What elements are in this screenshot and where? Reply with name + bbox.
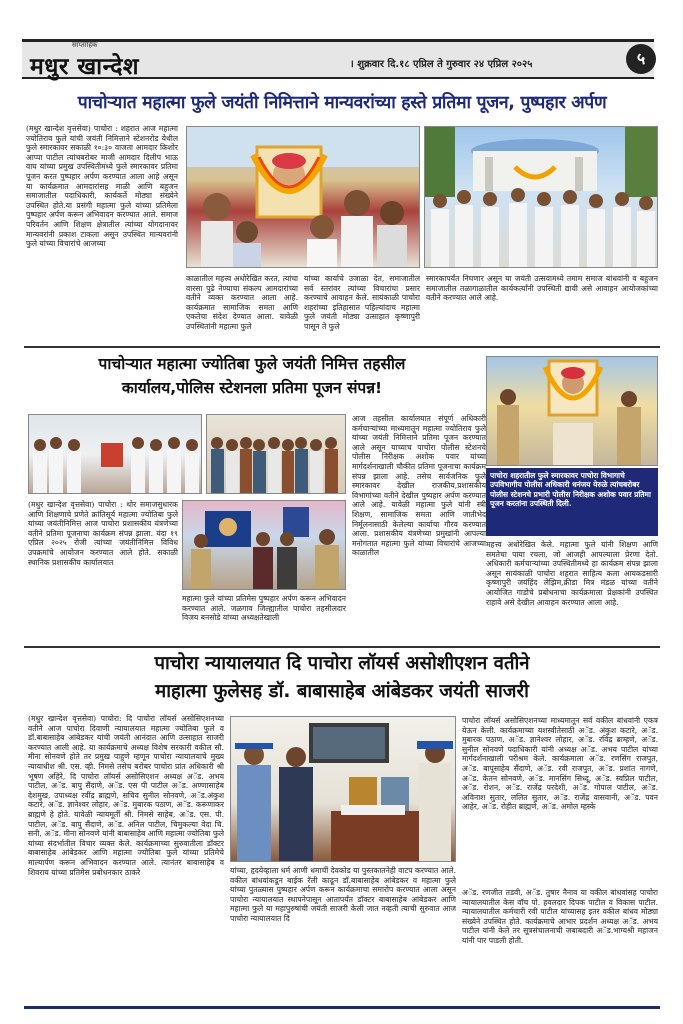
page-number: ५	[636, 49, 646, 68]
story2-photo-tehsil-group	[28, 414, 202, 494]
masthead-kicker: साप्ताहिक	[72, 41, 98, 49]
story3-col2: पाचोरा लॉयर्स असोसिएशनच्या माध्यमातून सर्व वकील बांधवांनी एकत्र येऊन केली. कार्यक्रमाच्या यशस्वीतेसाठी अॅड. अंकुश कटारे, अॅड. मुबारक पठाण, अॅड. ज्ञानेश्वर लोहार, अॅड. रविंद्र ब्राम्हणे, अॅड. सुनील सोनवणे पदाधिकारी यांनी अध्यक्ष अॅड. अभय पाटील यांच्या मार्गदर्शनाखाली परीश्रम केले. कार्यक्रमाला अॅड. रणसिंग राजपुत, अॅड. बापूसाहेब सैंदाणे, अॅड. रवी राजपुत, अॅड. प्रशांत नागणे, अॅड. केतन सोनवणे, अॅड. मानसिंग सिध्दू, अॅड. स्वप्निल पाटील, अॅड. रोशन, अॅड. राजेंद्र परदेशी, अॅड. गोपाल पाटील, अॅड. अविनाश सुतार, ललित सुतार, अॅड. राजेंद्र वासवानी, अॅड. पवन आहेर, अॅड. रोहीत ब्राह्मणे, अॅड. अमोल म्हस्के	[462, 716, 658, 812]
story1-photo-monument-group	[424, 126, 658, 268]
monument-scene-art	[425, 127, 658, 268]
court-event-art	[231, 717, 456, 862]
garlanding-scene-art	[187, 127, 420, 268]
story2-photo-caption-mid: महात्मा फुले यांच्या प्रतिमेस पुष्पहार अर्पण करून अभिवादन करण्यात आले. जळगाव जिल्ह्यातील पाचोरा तहसीलदार विजय बनसोडे यांच्या अध्यक्षतेखाली	[182, 594, 346, 623]
story2-col2: आज तहसील कार्यालयात संपूर्ण अधिकारी कर्मचाऱ्यांच्या माध्यमातून महात्मा ज्योतिराव फुले यांच्या जयंती निमित्ताने प्रतिमा पूजन करण्यात आले असून याच्याच पाचोरा पोलीस स्टेशनचे पोलीस निरीक्षक अशोक पवार यांच्या मार्गदर्शनाखाली चौकीत प्रतिमा पूजनाचा कार्यक्रम संपन्न झाला आहे. तसेच सार्वजनिक फुले स्मारकावर देखील राजकीय,प्रशासकीय विभागांच्या वतीने देखील पुष्पहार अर्पण करण्यात आले आहे. यावेळी महात्मा फुले यांनी स्त्री शिक्षण, सामाजिक समता आणि जातीभेद निर्मूलनासाठी केलेल्या कार्याचा गौरव करण्यात आला. प्रशासकीय यंत्रणेच्या प्रमुखांनी आपल्या मनोगतात महात्मा फुले यांच्या विचारांचे आजच्या काळातील	[352, 414, 486, 558]
story1-headline: पाचोऱ्यात महात्मा फुले जयंती निमित्ताने मान्यवरांच्या हस्ते प्रतिमा पूजन, पुष्पहार अर्पण	[77, 93, 607, 113]
page-number-badge	[626, 44, 656, 74]
story2-photo-caption-right: पाचोरा शहरातील फुले स्मारकावर पाचोरा विभागाचे उपविभागीय पोलीस अधिकारी धनंजय येरुळे त्यांचबरोबर पोलीस स्टेशनचे प्रभारी पोलीस निरीक्षक अशोक पवार प्रतिमा पूजन करतांना उपस्थिती दिली.	[490, 471, 651, 509]
story3-col1: (मधुर खान्देश वृत्तसेवा) पाचोरा: दि पाचोरा लॉयर्स असोसिएशनच्या वतीने आज पाचोरा दिवाणी न्यायालयात महात्मा ज्योतिबा फुले व डॉ.बाबासाहेब आंबेडकर यांची जयंती आनंदात आणि उत्साहात साजरी करण्यात आली आहे. या कार्यक्रमाचे अध्यक्ष विशेष सरकारी वकील सौ. मीना सोनवणे होते तर प्रमुख पाहुणे म्हणून पाचोरा न्यायालयाचे मुख्य न्यायाधीश श्री. एस. व्ही. निमसे तसेच बरोबर पाचोरा प्रांत अधिकारी श्री भूषण अहिरे, दि पाचोरा लॉयर्स असोसिएशन अध्यक्ष अॅड. अभय पाटील, अॅड. बापु सैंदाणे, अॅड. एस पी पाटील अॅड. अण्णासाहेब देशमुख, उपाध्यक्ष रवींद्र ब्राह्मणे, सचिव सुनील सोनवणे, अॅड.अंकुश कटारे, अॅड. ज्ञानेश्वर लोहार, अॅड. मुबारक पठाण, अॅड. करूणाकर ब्राह्मणे हे होते. यावेळी न्यायमूर्ती श्री. निमसे साहेब, अॅड. एस. पी. पाटील, अॅड. बापु सैंदाणे, अॅड. अनिल पाटील, चिमुकल्या वेदा चि. सनी, अॅड. मीना सोनवणे यांनी बाबासाहेब आणि महात्मा ज्योतिबा फुले यांच्या संदर्भातील विचार व्यक्त केले. कार्यक्रमाच्या सुरुवातीला डॉक्टर बाबासाहेब आंबेडकर आणि महात्मा ज्योतिबा फुले यांच्या प्रतिमेचे माल्यार्पण करून अभिवादन करण्यात आले. त्यानंतर बाबासाहेब व शिवराय यांच्या प्रतिमेस प्रबोधनकार ठाकरे	[28, 714, 224, 877]
story2-photo-police-monument	[486, 356, 658, 466]
story1-col4: स्मारकापर्यंत निघणार असून या जयंती उत्सवामध्ये तमाम समाज बांधवांनी व बहुजन समाजातील तळागाळातील कार्यकर्त्यांनी उपस्थिती द्यावी असे आवाहन आयोजकांच्या वतीने करण्यात आले आहे.	[426, 274, 658, 303]
story1-photo-garlanding	[186, 126, 420, 268]
divider-2	[24, 646, 660, 648]
story2-photo-police-station	[182, 500, 346, 590]
police-monument-art	[487, 357, 658, 466]
story2-photo-staff-group	[206, 414, 346, 494]
story2-photo-caption-right-box	[486, 468, 658, 536]
police-station-art	[183, 501, 346, 590]
story1-col3: यांच्या कार्याचे उजाळा देत, समाजातील सर्व स्तरांवर त्यांच्या विचारांचा प्रसार करण्याचे आवाहन केले. सायंकाळी पाचोरा शहरांच्या इतिहासात पहिल्यांदाच महात्मा फुले जयंती मोठ्या उत्साहात कृष्णापुरी पासून ते फुले	[304, 274, 420, 331]
bottom-rule	[24, 1006, 660, 1009]
tehsil-group-art	[29, 415, 202, 494]
story3-headline-line2: माहात्मा फुलेसह डॉ. बाबासाहेब आंबेडकर जयंती साजरी	[155, 681, 529, 702]
divider-1	[24, 346, 660, 348]
story1-col2: काळातील महत्त्व अधोरेखित करत, त्यांचा वारसा पुढे नेण्याचा संकल्प आमदारांच्या वतीने व्यक्त करण्यात आला आहे. कार्यक्रमात सामाजिक समता आणि एकतेचा संदेश देण्यात आला. यावेळी उपस्थितांनी महात्मा फुले	[186, 274, 298, 331]
story3-photo-court-event	[230, 716, 456, 862]
masthead-dateline: । शुक्रवार दि.१८ एप्रिल ते गुरुवार २४ एप्रिल २०२५	[350, 59, 533, 70]
story1-col1: (मधुर खान्देश वृत्तसेवा) पाचोरा : शहरात आज महात्मा ज्योतिराव फुले यांची जयंती निमित्ताने स्टेशनरोड येथील फुले स्मारकावर सकाळी १०:३० वाजता आमदार किशोर आप्पा पाटील त्यांचबरोबर माजी आमदार दिलीप भाऊ वाघ यांच्या प्रमुख उपस्थितीमध्ये फुले स्मारकावर प्रतिमा पूजन करत पुष्पहार अर्पण करण्यात आला आहे असून या कार्यक्रमात आमदारांसह माळी आणि बहुजन समाजातील पदाधिकारी, कार्यकर्ते मोठ्या संख्येने उपस्थित होते.या प्रसंगी महात्मा फुले यांच्या प्रतिमेला पुष्पहार अर्पण करून अभिवादन करण्यात आले. समाज परिवर्तन आणि शिक्षण क्षेत्रातील त्यांच्या योगदानावर मान्यवरांनी प्रकाश टाकला असून उपस्थित मान्यवरांनी फुले यांच्या विचारांचे आजच्या	[26, 124, 178, 249]
staff-group-art	[207, 415, 346, 494]
story2-col1: (मधुर खान्देश वृत्तसेवा) पाचोरा : थोर समाजसुधारक आणि शिक्षणाचे प्रणेते क्रांतिसूर्य महात्मा ज्योतिबा फुले यांच्या जयंतीनिमित्त आज पाचोरा प्रशासकीय यंत्रणेच्या वतीने प्रतिमा पूजनाचा कार्यक्रम संपन्न झाला. यंदा १९ एप्रिल २०२५ रोजी त्यांच्या जयंतीनिमित्त विविध उपक्रमांचे आयोजन करण्यात आले होते. सकाळी स्थानिक प्रशासकीय कार्यालयात	[28, 500, 178, 567]
story2-headline-line2: कार्यालय,पोलिस स्टेशनला प्रतिमा पूजन संपन्न!	[121, 379, 383, 397]
story2-headline-line1: पाचोऱ्यात महात्मा ज्योतिबा फुले जयंती निमित्त तहसील	[98, 355, 406, 373]
story2-col3: महत्त्व अधोरेखित केले. महात्मा फुले यांनी शिक्षण आणि समतेचा पाया रचला, जो आजही आपल्याला प्रेरणा देतो. अधिकारी कर्मचाऱ्यांच्या उपस्थितीमध्ये हा कार्यक्रम संपन्न झाला असून सायंकाळी पाचोरा शहरात साहित्य कला आयकडसारी कृष्णापुरी जयंहिंद लेझिम,क्रीडा मित्र मंडळ यांच्या वतीने आयोजित गाडोचे प्रबोधनाचा कार्यक्रमाला प्रेक्षकांनी उपस्थित राहावे असे देखील आवाहन करण्यात आला आहे.	[486, 540, 658, 607]
story3-photo-caption: यांच्या, हृदयेव्हाला धर्म आणी धमाचीं देवकोड या पुस्तकातनेही वाटप करण्यात आले. वकील बांधवांकडून बाईक रॅली काढून डॉ.बाबासाहेब आंबेडकर व महात्मा फुले यांच्या पुतळ्यास पुष्पहार अर्पण करून कार्यक्रमाचा समारोप करण्यात आला असून पाचोरा न्यायालयात स्थापनेपासून आतापर्यंत डॉक्टर बाबासाहेब आंबेडकर आणि महात्मा फुले या महापुरुषांची जयंती साजरी केली जात नव्हती त्याची सुरुवात आज पाचोरा न्यायालयात दि	[230, 866, 456, 923]
story3-col3: अॅड. रणजीत तडवी, अॅड. तुषार नैनाव या वकील बांधवांसह पाचोरा न्यायालयातील केस वॉच पो. हवलदार दिपक पाटील व विकास पाटील. न्यायालयातील कर्मचारी रवी पाटील यांच्यासह इतर वकील बांधव मोठ्या संख्येने उपस्थित होते. कार्यक्रमाचे आभार प्रदर्शन अध्यक्ष अॅड. अभय पाटील यांनी केले तर सूत्रसंचालनाची जबाबदारी अॅड.भाग्यश्री महाजन यांनी पार पाडली होती.	[462, 888, 658, 945]
masthead-title: मधुर खान्देश	[30, 54, 140, 80]
story3-headline-line1: पाचोरा न्यायालयात दि पाचोरा लॉयर्स असोशीएशन वतीने	[154, 653, 530, 674]
